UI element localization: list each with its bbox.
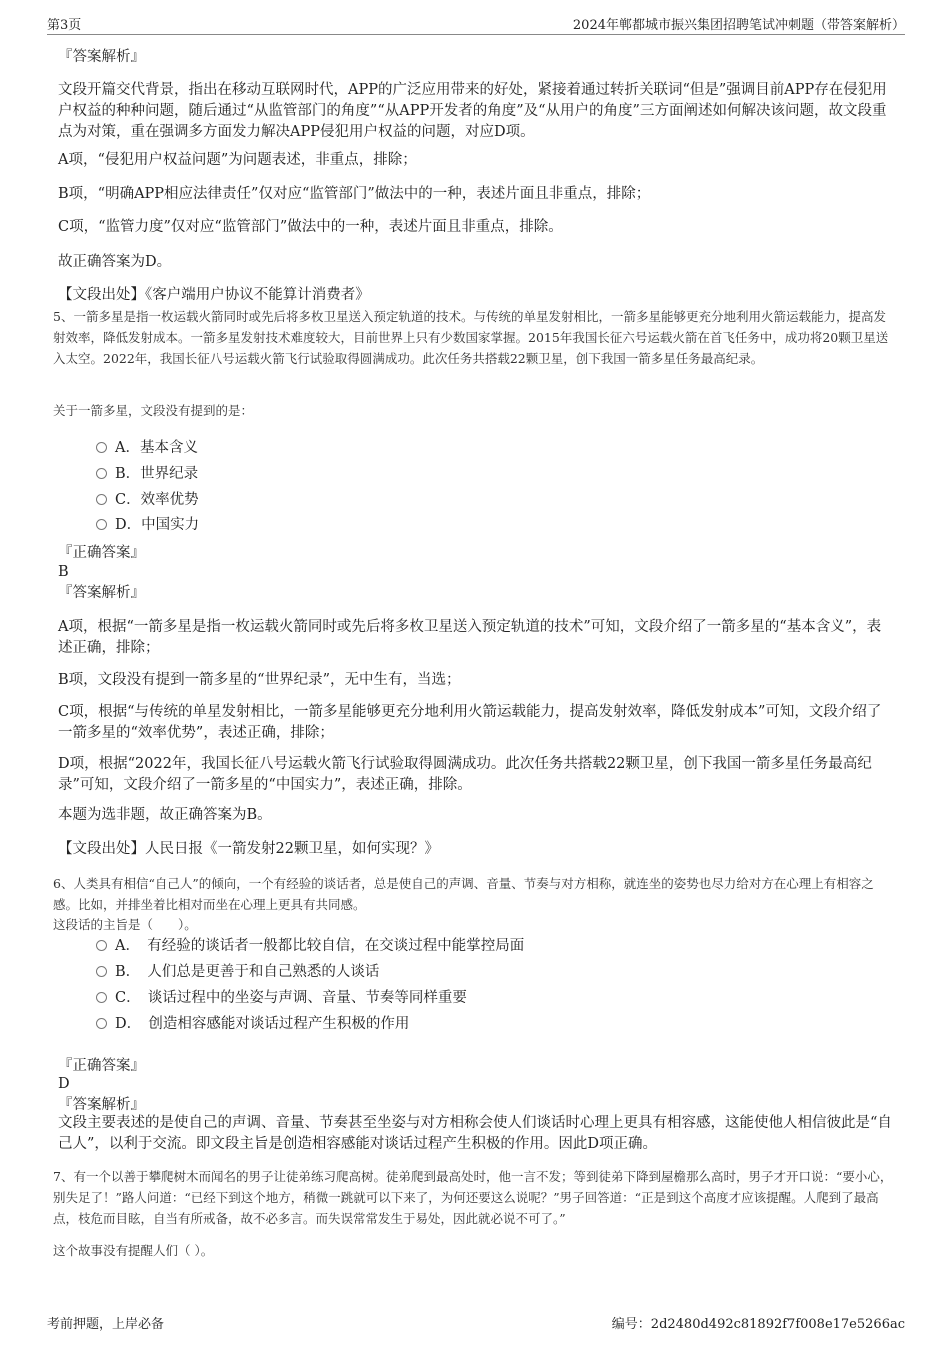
- radio-icon[interactable]: [96, 966, 107, 977]
- q4-source: 【文段出处】《客户端用户协议不能算计消费者》: [58, 287, 370, 303]
- q5-analysis-c: C项，根据“与传统的单星发射相比，一箭多星能够更充分地利用火箭运载能力，提高发射效率，降低发射成本”可知，文段介绍了一箭多星的“效率优势”，表述正确，排除；: [58, 704, 882, 741]
- document-code: 编号：2d2480d492c81892f7f008e17e5266ac: [611, 1317, 905, 1332]
- option-label: C． 谈话过程中的坐姿与声调、音量、节奏等同样重要: [115, 990, 467, 1006]
- option-label: A． 有经验的谈话者一般都比较自信，在交谈过程中能掌控局面: [115, 938, 525, 954]
- q5-analysis-b: B项，文段没有提到一箭多星的“世界纪录”，无中生有，当选；: [58, 672, 461, 688]
- option-label: D．中国实力: [115, 517, 200, 533]
- q5-option-d[interactable]: [96, 515, 199, 535]
- q5-option-b[interactable]: [96, 464, 198, 484]
- q6-analysis-label: 『答案解析』: [58, 1097, 145, 1113]
- radio-icon[interactable]: [96, 992, 107, 1003]
- radio-icon[interactable]: [96, 940, 107, 951]
- q6-stem: 6、人类具有相信“自己人”的倾向，一个有经验的谈话者，总是使自己的声调、音量、节奏与对方相称，就连坐的姿势也尽力给对方在心理上有相容之感。比如，并排坐着比相对而坐在心理上更具有共同感。: [53, 876, 874, 912]
- q5-analysis-d: D项，根据“2022年，我国长征八号运载火箭飞行试验取得圆满成功。此次任务共搭载22颗卫星，创下我国一箭多星任务最高纪录”可知，文段介绍了一箭多星的“中国实力”，表述正确，排除。: [58, 756, 872, 793]
- page-number: 第3页: [47, 18, 82, 33]
- radio-icon[interactable]: [96, 1018, 107, 1029]
- q5-analysis-a: A项，根据“一箭多星是指一枚运载火箭同时或先后将多枚卫星送入预定轨道的技术”可知，文段介绍了一箭多星的“基本含义”，表述正确，排除；: [58, 619, 882, 656]
- q5-correct-label: 『正确答案』: [58, 545, 145, 561]
- q6-option-b[interactable]: [96, 962, 379, 982]
- q5-option-a[interactable]: [96, 438, 198, 458]
- q6-option-c[interactable]: [96, 988, 467, 1008]
- q6-option-a[interactable]: [96, 936, 524, 956]
- q5-source: 【文段出处】人民日报《一箭发射22颗卫星，如何实现？》: [58, 841, 439, 857]
- option-label: D． 创造相容感能对谈话过程产生积极的作用: [115, 1016, 410, 1032]
- option-label: C．效率优势: [115, 492, 199, 508]
- q7-question: 这个故事没有提醒人们（ ）。: [53, 1243, 214, 1258]
- option-label: B． 人们总是更善于和自己熟悉的人谈话: [115, 964, 380, 980]
- q6-analysis: 文段主要表述的是使自己的声调、音量、节奏甚至坐姿与对方相称会使人们谈话时心理上更具有相容感，这能使他人相信彼此是“自己人”，以利于交流。即文段主旨是创造相容感能对谈话过程产生积极的作用。因此D项正确。: [58, 1115, 892, 1152]
- q4-analysis-p3: B项，“明确APP相应法律责任”仅对应“监管部门”做法中的一种，表述片面且非重点，排除；: [58, 186, 651, 202]
- q5-stem: 5、一箭多星是指一枚运载火箭同时或先后将多枚卫星送入预定轨道的技术。与传统的单星发射相比，一箭多星能够更充分地利用火箭运载能力，提高发射效率，降低发射成本。一箭多星发射技术难度较大，目前世界上只有少数国家掌握。2015年我国长征六号运载火箭在首飞任务中，成功将20颗卫星送入太空。2022年，我国长征八号运载火箭飞行试验取得圆满成功。此次任务共搭载22颗卫星，创下我国一箭多星任务最高纪录。: [53, 309, 889, 366]
- q6-question: 这段话的主旨是（ ）。: [53, 917, 197, 932]
- q5-option-c[interactable]: [96, 490, 199, 510]
- radio-icon[interactable]: [96, 519, 107, 530]
- q5-analysis-label: 『答案解析』: [58, 585, 145, 601]
- q4-analysis-p1: 文段开篇交代背景，指出在移动互联网时代，APP的广泛应用带来的好处，紧接着通过转折关联词“但是”强调目前APP存在侵犯用户权益的种种问题，随后通过“从监管部门的角度”“从APP开发者的角度”及“从用户的角度”三方面阐述如何解决该问题，故文段重点为对策，重在强调多方面发力解决APP侵犯用户权益的问题，对应D项。: [58, 82, 887, 140]
- q4-analysis-p2: A项，“侵犯用户权益问题”为问题表述，非重点，排除；: [58, 152, 417, 168]
- option-label: B．世界纪录: [115, 466, 199, 482]
- q4-answer-conclusion: 故正确答案为D。: [58, 254, 172, 270]
- q6-option-d[interactable]: [96, 1014, 409, 1034]
- q6-correct-label: 『正确答案』: [58, 1058, 145, 1074]
- q5-question: 关于一箭多星，文段没有提到的是：: [53, 403, 254, 418]
- q7-stem: 7、有一个以善于攀爬树木而闻名的男子让徒弟练习爬高树。徒弟爬到最高处时，他一言不发；等到徒弟下降到屋檐那么高时，男子才开口说：“要小心，别失足了！”路人问道：“已经下到这个地方，稍微一跳就可以下来了，为何还要这么说呢？”男子回答道：“正是到这个高度才应该提醒。人爬到了最高点，枝危而目眩，自当有所戒备，故不必多言。而失误常常发生于易处，因此就必说不可了。”: [53, 1169, 893, 1226]
- document-title: 2024年郸都城市振兴集团招聘笔试冲刺题（带答案解析）: [572, 18, 905, 33]
- radio-icon[interactable]: [96, 442, 107, 453]
- q5-correct-answer: B: [58, 564, 69, 580]
- footer-slogan: 考前押题，上岸必备: [47, 1317, 165, 1332]
- q4-analysis-label: 『答案解析』: [58, 49, 145, 65]
- q4-analysis-p4: C项，“监管力度”仅对应“监管部门”做法中的一种，表述片面且非重点，排除。: [58, 219, 563, 235]
- option-label: A．基本含义: [115, 440, 198, 456]
- q5-answer-conclusion: 本题为选非题，故正确答案为B。: [58, 807, 272, 823]
- q6-correct-answer: D: [58, 1076, 70, 1092]
- radio-icon[interactable]: [96, 468, 107, 479]
- radio-icon[interactable]: [96, 494, 107, 505]
- page-header: [47, 14, 905, 35]
